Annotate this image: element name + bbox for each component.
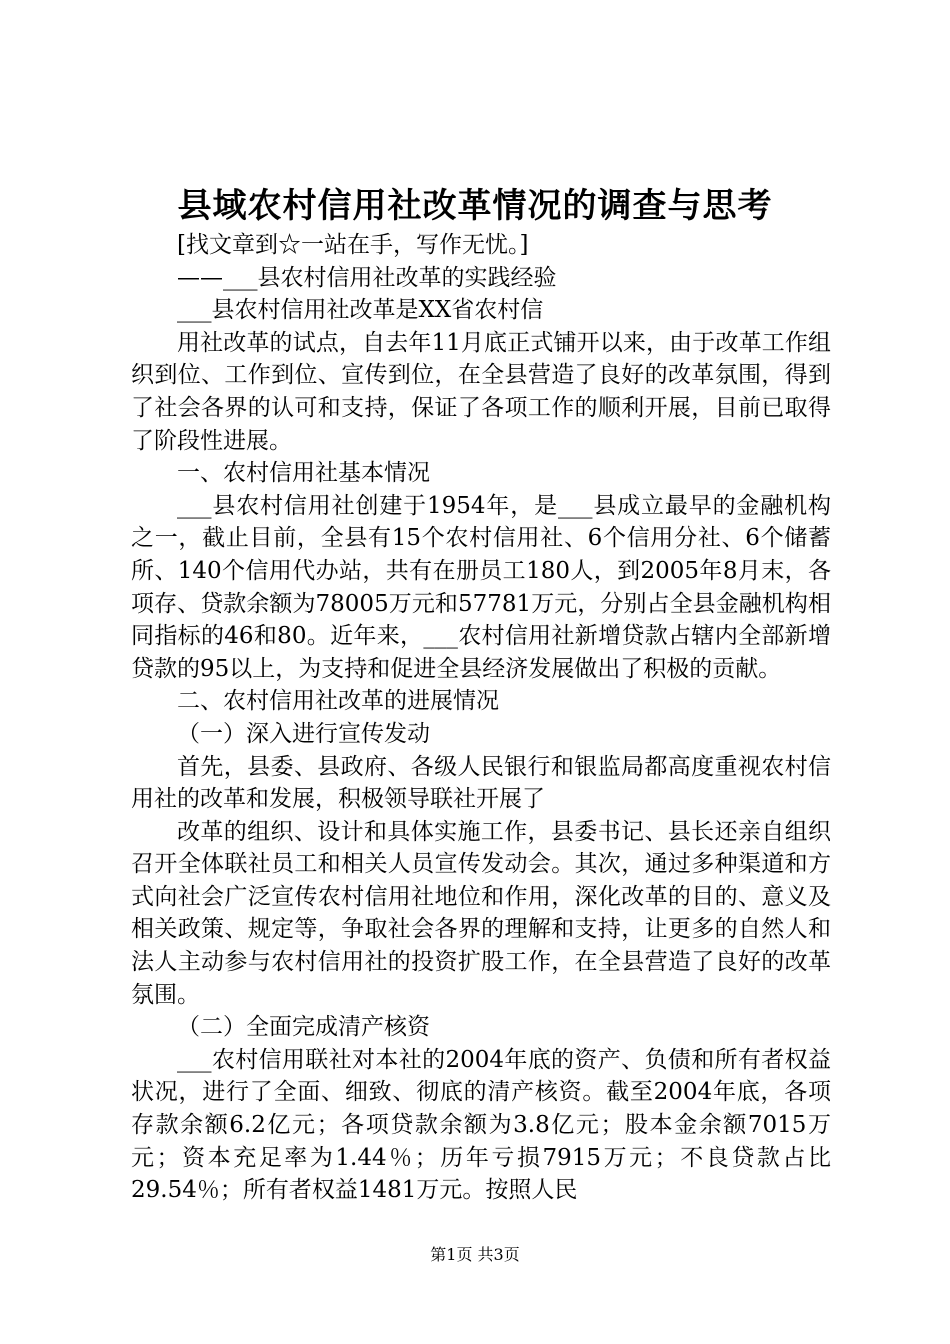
subsection-2-paragraph: ___农村信用联社对本社的2004年底的资产、负债和所有者权益状况，进行了全面、细致、彻底的清产核资。截至2004年底，各项存款余额6.2亿元；各项贷款余额为3.8亿元；股本金余额7015万元；资本充足率为1.44％；历年亏损7915万元；不良贷款占比29.54％；所有者权益1481万元。按照人民 [131, 1046, 831, 1204]
section-1-paragraph: ___县农村信用社创建于1954年，是___县成立最早的金融机构之一，截止目前，全县有15个农村信用社、6个信用分社、6个储蓄所、140个信用代办站，共有在册员工180人，到2005年8月末，各项存、贷款余额为78005万元和57781万元，分别占全县金融机构相同指标的46和80。近年来，___农村信用社新增贷款占辖内全部新增贷款的95以上，为支持和促进全县经济发展做出了积极的贡献。 [131, 492, 831, 682]
intro-paragraph: 用社改革的试点，自去年11月底正式铺开以来，由于改革工作组织到位、工作到位、宣传到位，在全县营造了良好的改革氛围，得到了社会各界的认可和支持，保证了各项工作的顺利开展，目前已取得了阶段性进展。 [131, 329, 831, 454]
section-heading-2: 二、农村信用社改革的进展情况 [177, 688, 499, 715]
section-heading-1: 一、农村信用社基本情况 [177, 460, 430, 487]
subtitle-line: ——___县农村信用社改革的实践经验 [177, 264, 557, 291]
document-title: 县域农村信用社改革情况的调查与思考 [177, 186, 773, 226]
subsection-1-paragraph-a: 首先，县委、县政府、各级人民银行和银监局都高度重视农村信用社的改革和发展，积极领导联社开展了 [131, 753, 831, 813]
document-body [131, 229, 831, 1207]
subsection-1-paragraph-b: 改革的组织、设计和具体实施工作，县委书记、县长还亲自组织召开全体联社员工和相关人员宣传发动会。其次，通过多种渠道和方式向社会广泛宣传农村信用社地位和作用，深化改革的目的、意义及相关政策、规定等，争取社会各界的理解和支持，让更多的自然人和法人主动参与农村信用社的投资扩股工作，在全县营造了良好的改革氛围。 [131, 818, 831, 1008]
intro-line: ___县农村信用社改革是XX省农村信 [177, 297, 544, 324]
subsection-heading-2: （二）全面完成清产核资 [177, 1014, 430, 1041]
source-note: [找文章到☆一站在手，写作无忧。] [177, 232, 529, 258]
subsection-heading-1: （一）深入进行宣传发动 [177, 720, 430, 747]
page-number-footer: 第1页 共3页 [430, 1245, 520, 1264]
